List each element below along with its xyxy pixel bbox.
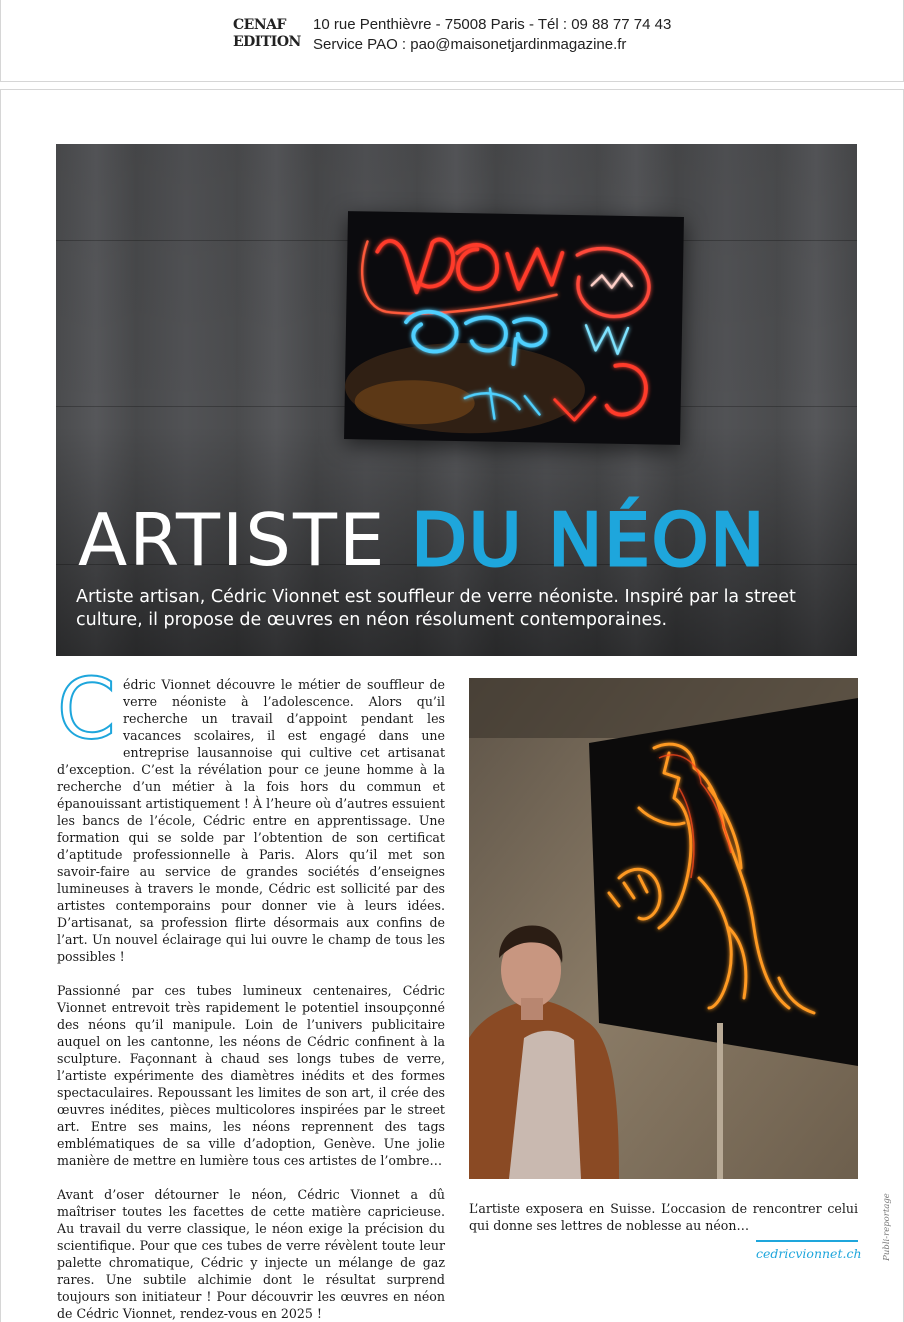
paragraph-1-text: édric Vionnet découvre le métier de souffleur de verre néoniste à l’adolescence. Alors qu’il recherche un travail d’appoint pendant les vacances scolaires, il est engagé dans une entreprise lausannoise qui cultive cet artisanat d’exception. C’est la révélation pour ce jeune homme à la recherche d’un métier à la fois hors du commun et épanouissant artistiquement ! À l’heure où d’autres essuient les bancs de l’école, Cédric entre en apprentissage. Une formation qui se solde par l’obtention de son certificat d’aptitude professionnelle à Paris. Alors qu’il met son savoir-faire au service de grandes sociétés d’enseignes lumineuses à travers le monde, Cédric est sollicité par des artistes contemporains pour donner vie à leurs idées. D’artisanat, sa profession flirte désormais aux confins de l’art. Un nouvel éclairage qui lui ouvre le champ de tous les possibles ! [57,677,445,964]
address-line: 10 rue Penthièvre - 75008 Paris - Tél : 09 88 77 74 43 [313,16,672,33]
artist-photo [469,678,858,1179]
drop-cap-letter: C [57,674,116,746]
email-line[interactable]: Service PAO : pao@maisonetjardinmagazine.fr [313,36,627,53]
publi-reportage-label [880,1192,894,1262]
article-title [78,498,766,582]
photo-caption: L’artiste exposera en Suisse. L’occasion de rencontrer celui qui donne ses lettres de noblesse au néon… [469,1201,858,1233]
website-rule [756,1240,858,1242]
logo-line-1: CENAF [233,17,286,33]
paragraph-3: Avant d’oser détourner le néon, Cédric Vionnet a dû maîtriser toutes les facettes de cette matière capricieuse. Au travail du verre classique, le néon exige la précision du scientifique. Pour que ces tubes de verre révèlent toute leur palette chromatique, Cédric y injecte un mélange de gaz rares. Une subtile alchimie dont le résultat surprend toujours son initiateur ! Pour découvrir les œuvres en néon de Cédric Vionnet, rendez-vous en 2025 ! [57,1187,445,1321]
article-standfirst: Artiste artisan, Cédric Vionnet est souffleur de verre néoniste. Inspiré par la street culture, il propose de œuvres en néon résolument contemporaines. [76,587,796,630]
side-note-text: Publi-reportage [882,1193,892,1261]
title-part-2: DU NÉON [411,498,767,582]
drop-cap [57,674,117,746]
contact-info [313,15,671,55]
hero-image [56,144,857,656]
page-header [0,0,904,82]
logo-line-2: EDITION [233,34,301,50]
neon-artwork [344,211,684,445]
article-body [57,676,445,1322]
neon-artwork-illustration [344,211,684,445]
publisher-logo [233,17,309,51]
paragraph-2: Passionné par ces tubes lumineux centenaires, Cédric Vionnet entrevoit très rapidement le potentiel insoupçonné des néons qu’il manipule. Loin de l’univers publicitaire auquel on les cantonne, les néons de Cédric confinent à la sculpture. Façonnant à chaud ses longs tubes de verre, l’artiste expérimente des diamètres inédits et des formes spectaculaires. Repoussant les limites de son art, il crée des œuvres inédites, pièces multicolores inspirées par le street art. Entre ses mains, les néons reprennent des tags emblématiques de sa ville d’adoption, Genève. Une jolie manière de mettre en lumière tous ces artistes de l’ombre… [57,983,445,1168]
artist-photo-illustration [469,678,858,1179]
website-link[interactable]: cedricvionnet.ch [756,1246,862,1261]
paragraph-1 [57,676,445,965]
title-part-1: ARTISTE [78,498,387,582]
